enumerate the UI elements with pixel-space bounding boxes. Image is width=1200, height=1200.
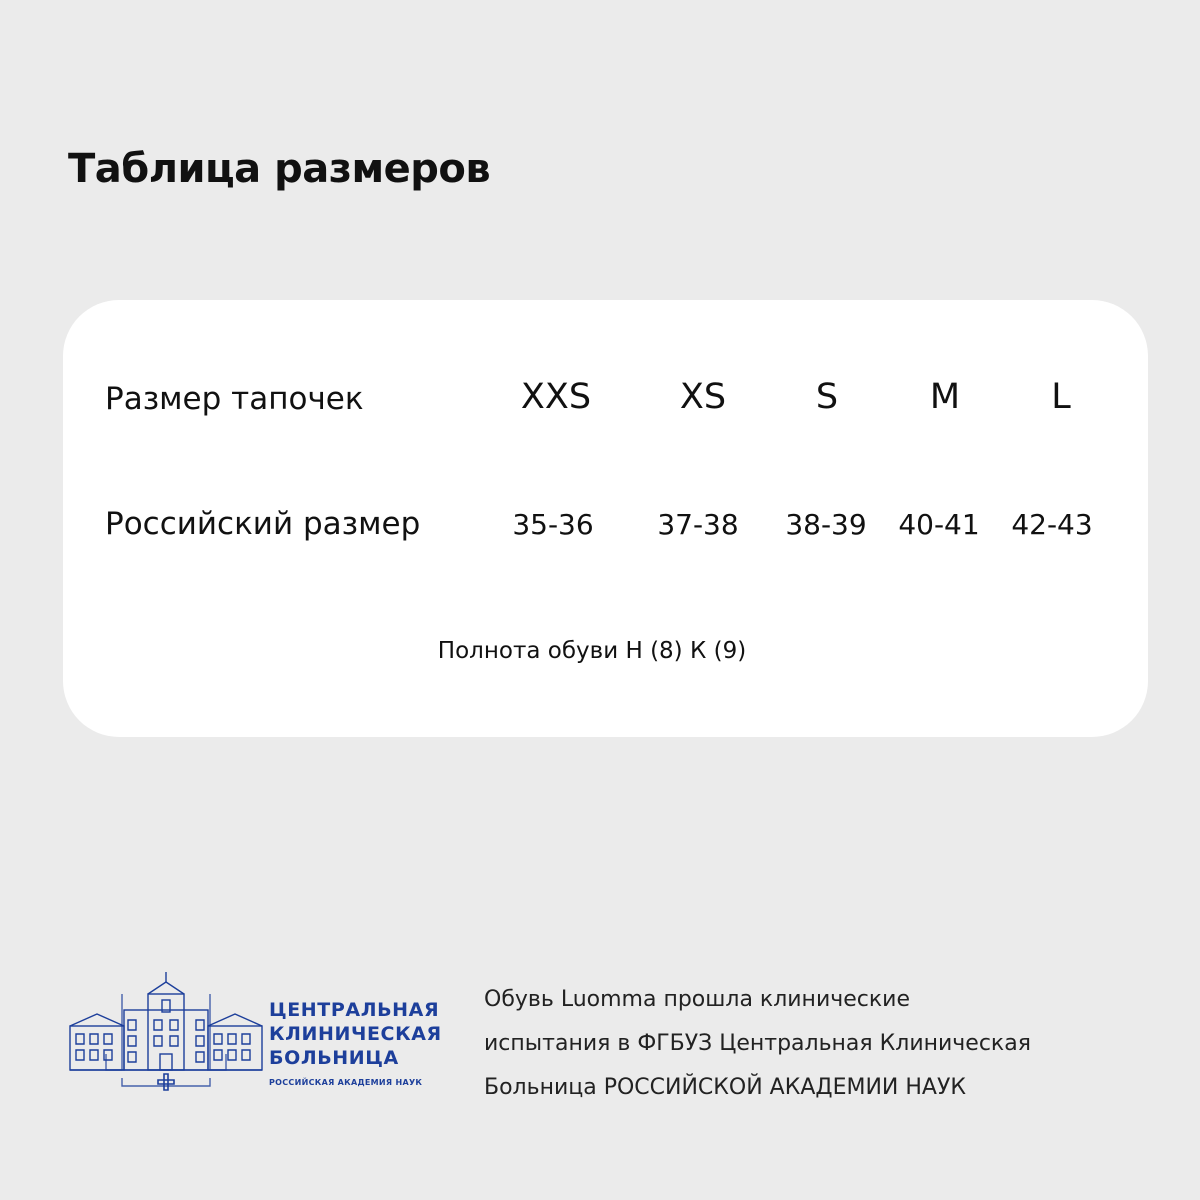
footer-line-3: Больница РОССИЙСКОЙ АКАДЕМИИ НАУК [484, 1075, 966, 1100]
ru-size-cell-s: 38-39 [785, 508, 867, 541]
ru-size-label: Российский размер [105, 506, 421, 542]
footer-line-2: испытания в ФГБУЗ Центральная Клиническая [484, 1031, 1031, 1056]
logo-line-3: БОЛЬНИЦА [269, 1047, 399, 1069]
ru-size-row [0, 506, 1200, 546]
logo-line-2: КЛИНИЧЕСКАЯ [269, 1023, 442, 1045]
logo-line-1: ЦЕНТРАЛЬНАЯ [269, 999, 440, 1021]
ru-size-cell-xs: 37-38 [657, 508, 739, 541]
clinical-trials-text [484, 978, 1164, 1110]
ru-size-cell-l: 42-43 [1011, 508, 1093, 541]
logo-text [269, 998, 442, 1087]
ru-size-cell-xxs: 35-36 [512, 508, 594, 541]
fullness-note: Полнота обуви Н (8) К (9) [437, 638, 747, 664]
footer-line-1: Обувь Luomma прошла клинические [484, 987, 910, 1012]
size-cell-m: M [929, 377, 961, 417]
hospital-building-icon [66, 970, 266, 1100]
size-cell-l: L [1051, 377, 1071, 417]
size-cell-xs: XS [679, 377, 727, 417]
page-title: Таблица размеров [68, 146, 491, 192]
size-cell-s: S [815, 377, 839, 417]
size-header-label: Размер тапочек [105, 381, 364, 417]
ru-size-cell-m: 40-41 [898, 508, 980, 541]
logo-subtitle: РОССИЙСКАЯ АКАДЕМИЯ НАУК [269, 1078, 423, 1087]
hospital-logo [66, 970, 460, 1100]
size-header-row [0, 377, 1200, 421]
size-cell-xxs: XXS [520, 377, 592, 417]
